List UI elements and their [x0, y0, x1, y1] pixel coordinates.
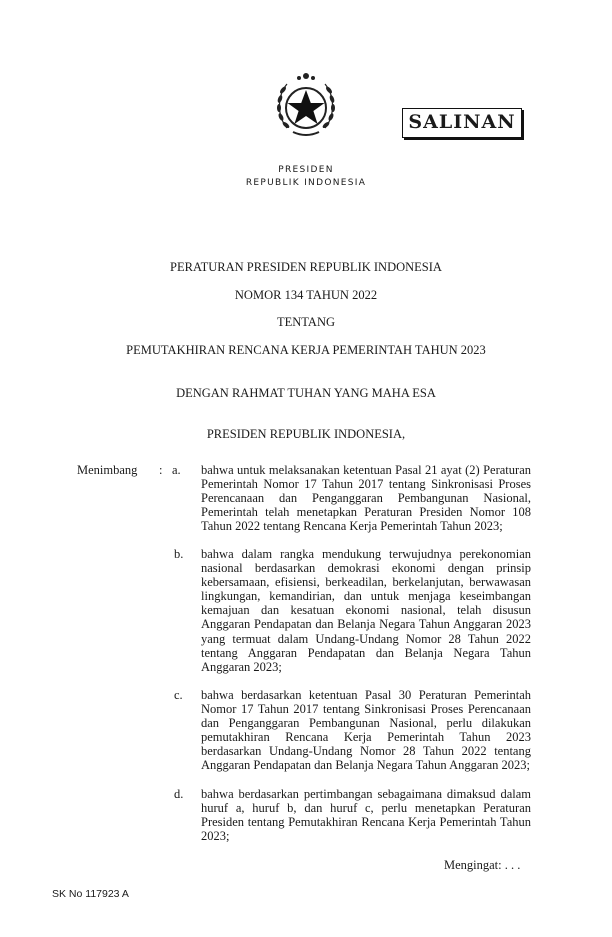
item-c-text: bahwa berdasarkan ketentuan Pasal 30 Peraturan Pemerintah Nomor 17 Tahun 2017 tentang Sinkronisasi Proses Perencanaan dan Penganggaran Pembangunan Nasional, perlu dilakukan pemutakhiran Rencana Kerja Pemerintah Tahun 2023 berdasarkan Undang-Undang Nomor 28 Tahun 2022 tentang Anggaran Pendapatan dan Belanja Negara Tahun Anggaran 2023; [201, 688, 531, 773]
item-d-text: bahwa berdasarkan pertimbangan sebagaimana dimaksud dalam huruf a, huruf b, dan huruf c, perlu menetapkan Peraturan Presiden tentang Pemutakhiran Rencana Kerja Pemerintah Tahun 2023; [201, 787, 531, 844]
title-line-5: DENGAN RAHMAT TUHAN YANG MAHA ESA [176, 386, 436, 400]
menimbang-label: Menimbang [77, 463, 138, 477]
sk-number: SK No 117923 A [52, 888, 129, 900]
state-emblem-icon [273, 68, 339, 140]
item-a-letter: a. [172, 463, 181, 477]
title-line-1: PERATURAN PRESIDEN REPUBLIK INDONESIA [170, 260, 442, 274]
item-c-letter: c. [174, 688, 183, 702]
title-line-4: PEMUTAKHIRAN RENCANA KERJA PEMERINTAH TAHUN 2023 [126, 343, 486, 357]
title-line-2: NOMOR 134 TAHUN 2022 [234, 288, 378, 302]
item-b-letter: b. [174, 547, 184, 561]
item-a-text: bahwa untuk melaksanakan ketentuan Pasal 21 ayat (2) Peraturan Pemerintah Nomor 17 Tahun 2017 tentang Sinkronisasi Proses Perencanaan dan Penganggaran Pembangunan Nasional, Pemerintah telah menetapkan Peraturan Presiden Nomor 108 Tahun 2022 tentang Rencana Kerja Pemerintah Tahun 2023; [201, 463, 531, 534]
title-line-6: PRESIDEN REPUBLIK INDONESIA, [206, 427, 406, 441]
item-d-letter: d. [174, 787, 184, 801]
salinan-stamp: SALINAN [402, 108, 522, 138]
title-line-3: TENTANG [276, 315, 335, 329]
item-b-text: bahwa dalam rangka mendukung terwujudnya perekonomian nasional berdasarkan demokrasi ekonomi dengan prinsip kebersamaan, efisiensi, berkeadilan, berkelanjutan, berwawasan lingkungan, kemandirian, dan untuk menjaga keseimbangan kemajuan dan kesatuan ekonomi nasional, telah disusun Anggaran Pendapatan dan Belanja Negara Tahun Anggaran 2023 yang termuat dalam Undang-Undang Nomor 28 Tahun 2022 tentang Anggaran Pendapatan dan Belanja Negara Tahun Anggaran 2023; [201, 547, 531, 674]
next-page-continuation: Mengingat: . . . [444, 858, 521, 872]
header-republik: REPUBLIK INDONESIA [245, 178, 367, 188]
menimbang-colon: : [159, 463, 163, 477]
header-presiden: PRESIDEN [278, 165, 334, 175]
